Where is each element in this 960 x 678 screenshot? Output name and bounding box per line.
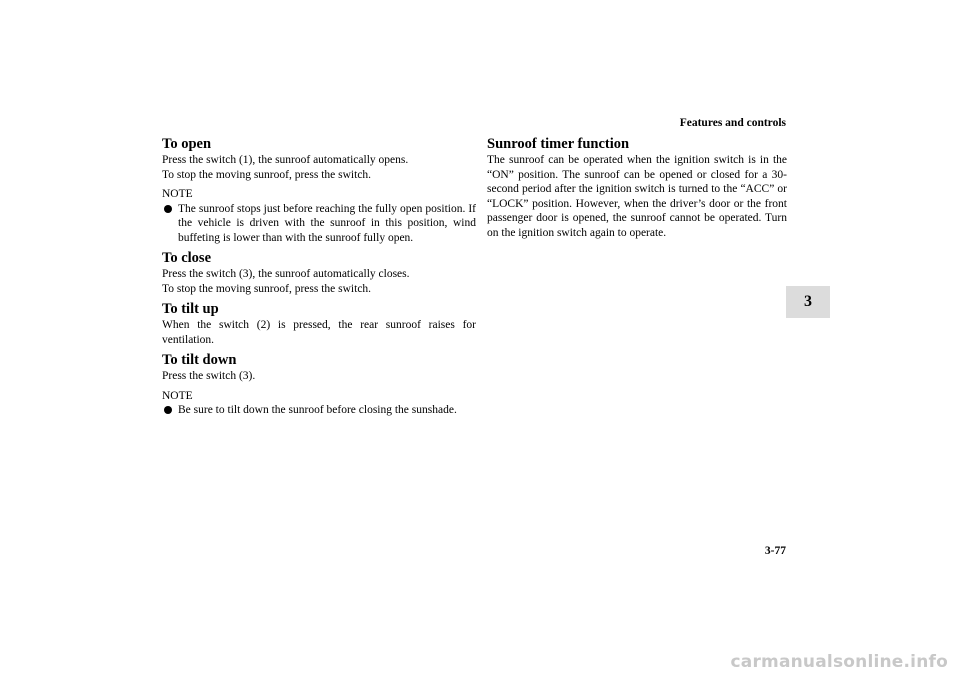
- bullet-dot-icon: [164, 406, 172, 414]
- open-line-2: To stop the moving sunroof, press the switch.: [162, 168, 372, 181]
- open-line-1: Press the switch (1), the sunroof automatically opens.: [162, 154, 409, 166]
- page-number: 3-77: [764, 545, 786, 557]
- note-text: The sunroof stops just before reaching the fully open position. If the vehicle is driven with the sunroof in this position, wind buffeting is lower than with the sunroof fully open.: [178, 202, 476, 244]
- note-bullet: [162, 403, 476, 418]
- note-label: NOTE: [162, 389, 193, 402]
- note-bullet: [162, 202, 476, 246]
- tilt-up-text: When the switch (2) is pressed, the rear sunroof raises for ventilation.: [162, 319, 476, 346]
- section-to-tilt-down: [162, 352, 476, 418]
- note-label: NOTE: [162, 188, 193, 200]
- heading-to-open: To open: [162, 136, 212, 152]
- tilt-down-text: Press the switch (3).: [162, 370, 256, 382]
- bullet-dot-icon: [164, 205, 172, 213]
- note-text: Be sure to tilt down the sunroof before closing the sunshade.: [178, 404, 457, 416]
- heading-sunroof-timer: Sunroof timer function: [487, 136, 630, 152]
- heading-to-tilt-down: To tilt down: [162, 352, 237, 368]
- heading-to-tilt-up: To tilt up: [162, 301, 219, 317]
- right-column: [487, 136, 787, 240]
- section-to-tilt-up: [162, 301, 476, 347]
- chapter-number: 3: [804, 293, 812, 310]
- page-header: Features and controls: [679, 117, 786, 129]
- watermark: carmanualsonline.info: [730, 652, 948, 672]
- heading-to-close: To close: [162, 250, 212, 266]
- close-line-2: To stop the moving sunroof, press the switch.: [162, 282, 372, 295]
- section-sunroof-timer: [487, 136, 787, 240]
- timer-text: The sunroof can be operated when the ignition switch is in the “ON” position. The sunroof can be opened or closed for a 30-second period after the ignition switch is turned to the “ACC” or “LOCK” position. However, when the driver’s door or the front passenger door is opened, the sunroof cannot be operated. Turn on the ignition switch again to operate.: [487, 154, 787, 239]
- close-line-1: Press the switch (3), the sunroof automatically closes.: [162, 268, 410, 280]
- section-to-open: [162, 136, 476, 245]
- section-to-close: [162, 250, 476, 296]
- left-column: [162, 136, 476, 418]
- chapter-tab: [786, 286, 830, 318]
